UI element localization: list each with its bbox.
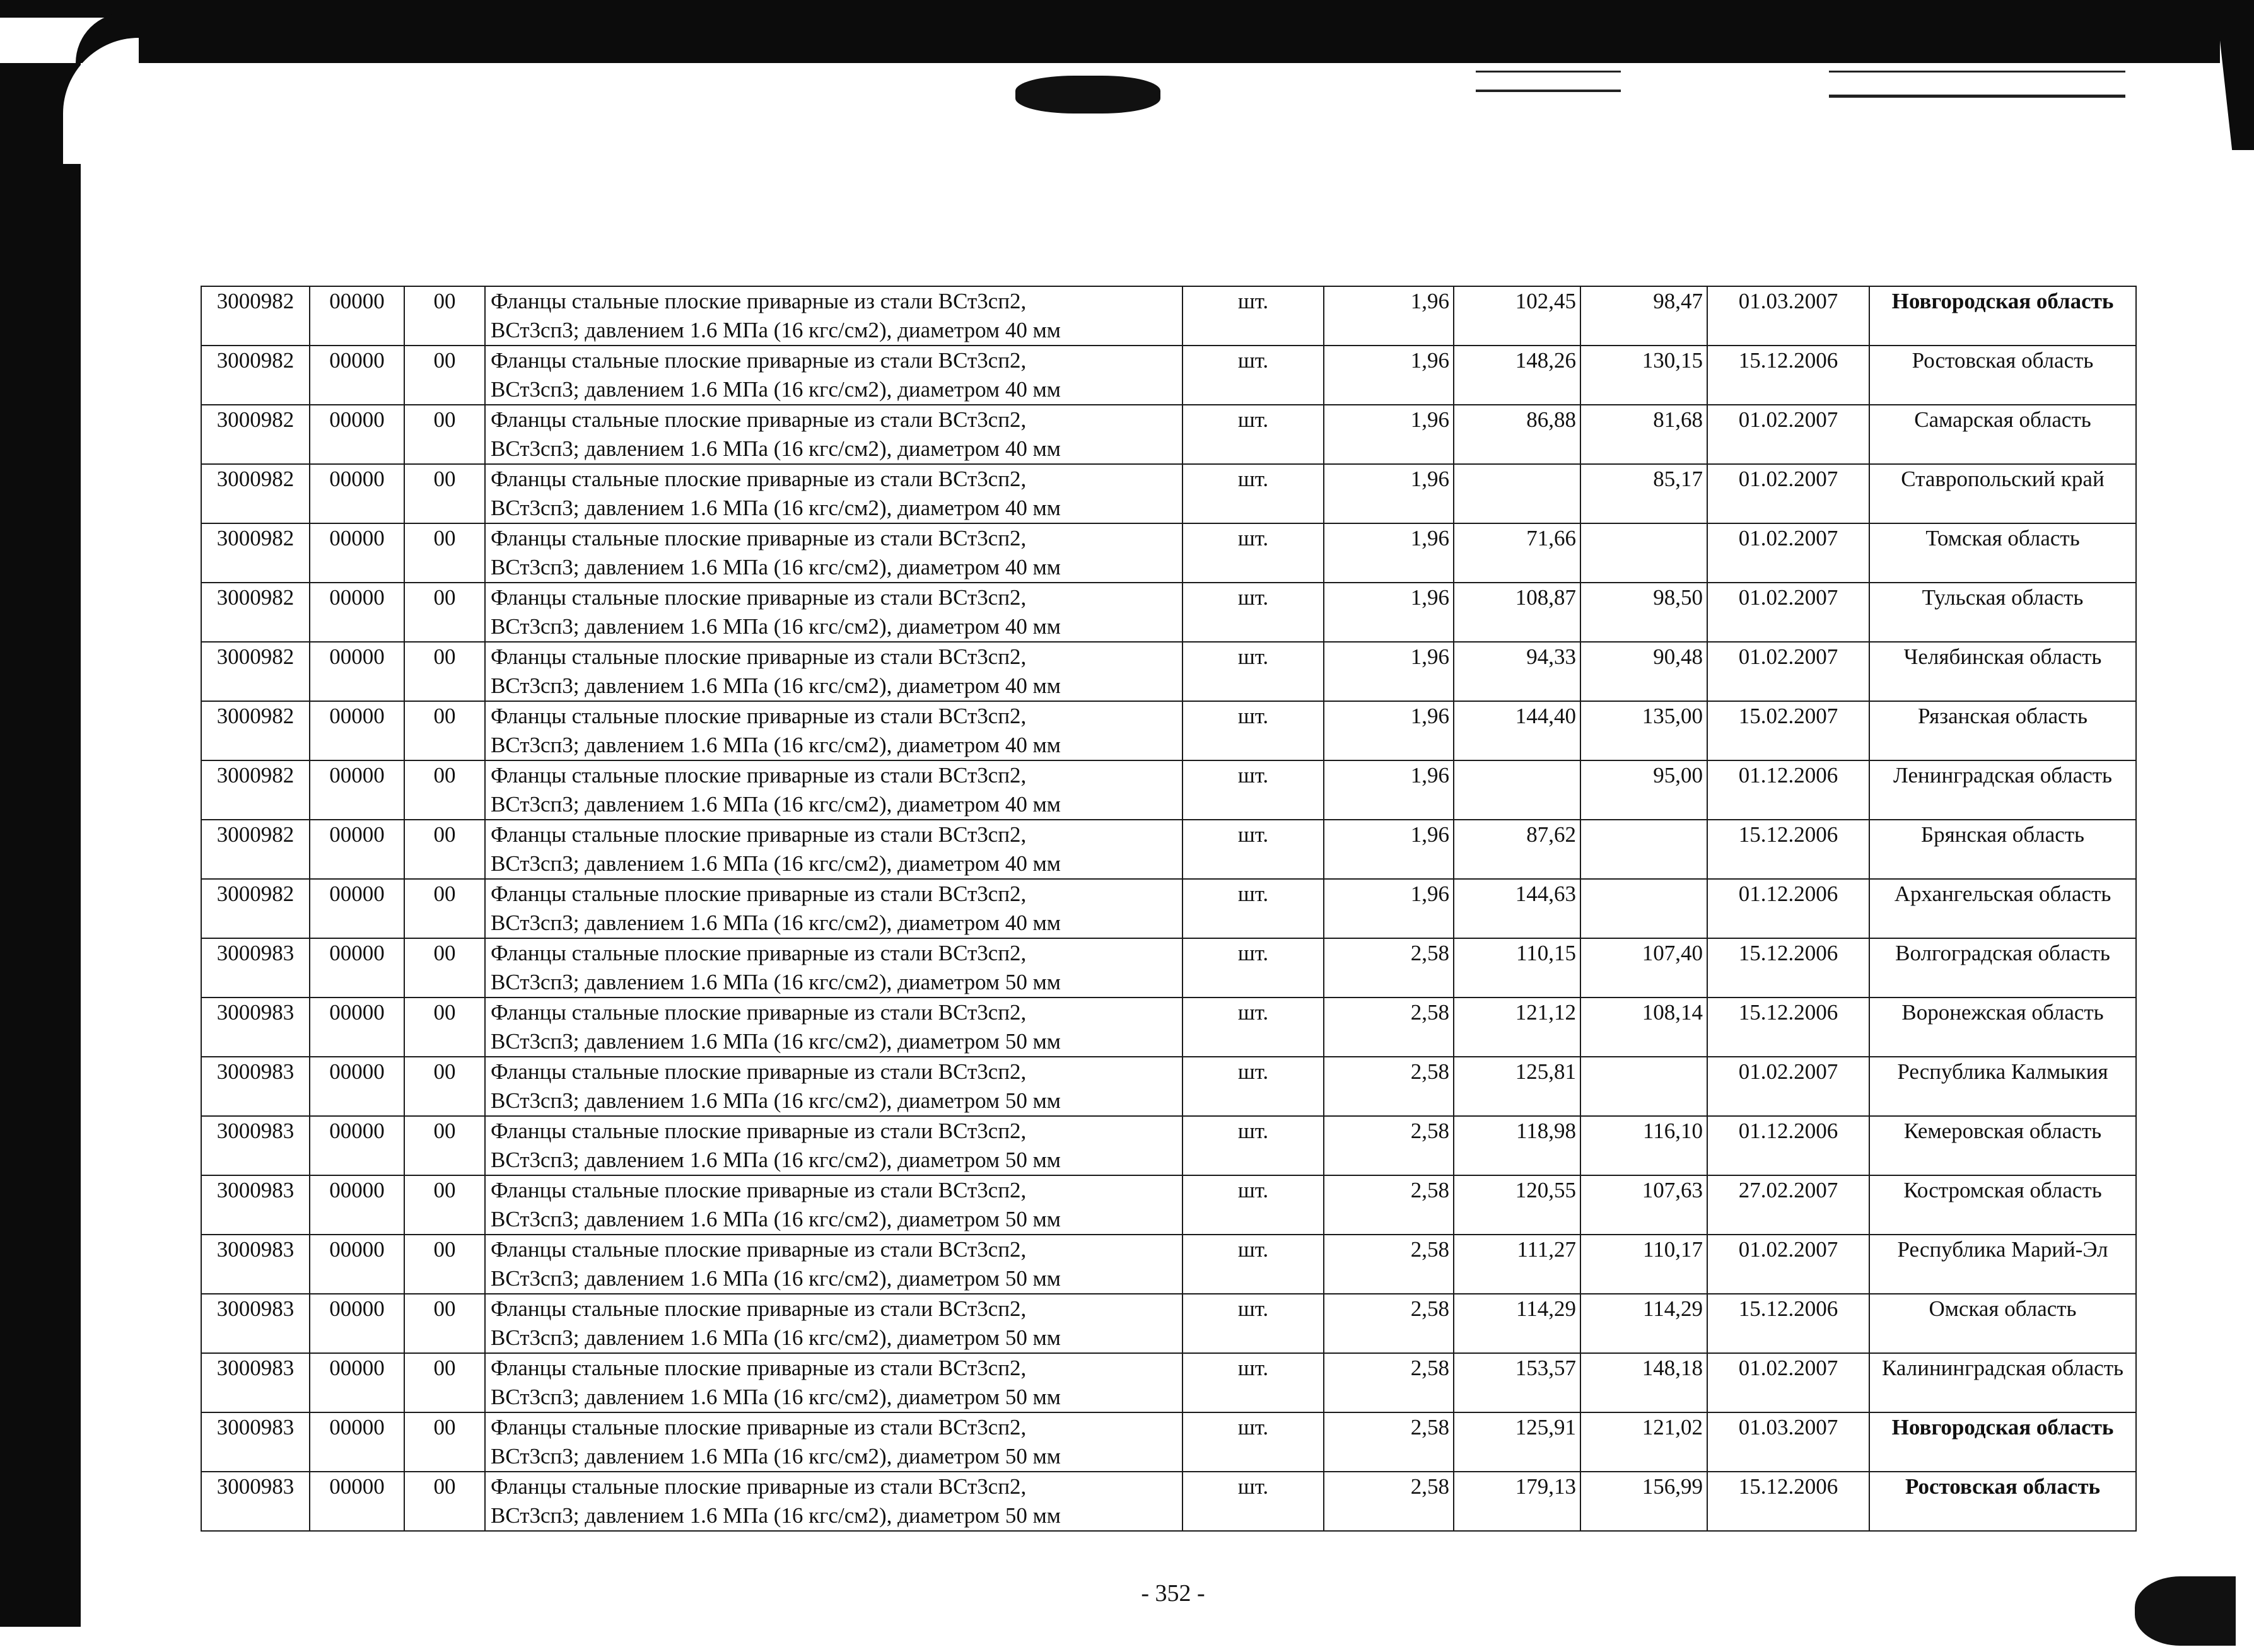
unit-cell: шт. xyxy=(1182,583,1324,642)
item-version-cell: 00 xyxy=(404,1294,485,1353)
table-row xyxy=(201,523,2136,583)
item-version-cell: 00 xyxy=(404,1353,485,1412)
item-subcode-cell: 00000 xyxy=(310,1057,404,1116)
date-cell: 01.12.2006 xyxy=(1707,760,1869,820)
table-row xyxy=(201,820,2136,879)
price-cell xyxy=(1580,879,1707,938)
weight-cell: 2,58 xyxy=(1324,938,1454,998)
region-cell: Республика Калмыкия xyxy=(1869,1057,2136,1116)
date-cell: 15.12.2006 xyxy=(1707,820,1869,879)
table-row xyxy=(201,701,2136,760)
redaction-blot xyxy=(1015,76,1160,113)
region-cell: Костромская область xyxy=(1869,1175,2136,1235)
description-line: ВСт3сп3; давлением 1.6 МПа (16 кгс/см2), диаметром 50 мм xyxy=(491,1266,1061,1291)
price-cell: 156,99 xyxy=(1580,1472,1707,1531)
price-cell xyxy=(1580,1057,1707,1116)
item-version-cell: 00 xyxy=(404,820,485,879)
region-cell: Омская область xyxy=(1869,1294,2136,1353)
description-line: ВСт3сп3; давлением 1.6 МПа (16 кгс/см2), диаметром 40 мм xyxy=(491,436,1061,461)
weight-cell: 1,96 xyxy=(1324,405,1454,464)
item-version-cell: 00 xyxy=(404,346,485,405)
table-row xyxy=(201,1057,2136,1116)
weight-cell: 2,58 xyxy=(1324,1472,1454,1531)
date-cell: 01.02.2007 xyxy=(1707,523,1869,583)
price-cell: 121,12 xyxy=(1454,998,1580,1057)
item-description-cell xyxy=(485,1175,1182,1235)
item-subcode-cell: 00000 xyxy=(310,760,404,820)
date-cell: 01.02.2007 xyxy=(1707,642,1869,701)
item-description-cell xyxy=(485,523,1182,583)
item-description-cell xyxy=(485,879,1182,938)
price-cell: 81,68 xyxy=(1580,405,1707,464)
item-code-cell: 3000982 xyxy=(201,760,310,820)
description-line: ВСт3сп3; давлением 1.6 МПа (16 кгс/см2), диаметром 50 мм xyxy=(491,1385,1061,1409)
item-code-cell: 3000982 xyxy=(201,346,310,405)
table-row xyxy=(201,464,2136,523)
date-cell: 15.12.2006 xyxy=(1707,346,1869,405)
table-row xyxy=(201,1175,2136,1235)
description-line: ВСт3сп3; давлением 1.6 МПа (16 кгс/см2), диаметром 50 мм xyxy=(491,970,1061,994)
weight-cell: 2,58 xyxy=(1324,1353,1454,1412)
description-line: Фланцы стальные плоские приварные из стали ВСт3сп2, xyxy=(491,941,1027,965)
unit-cell: шт. xyxy=(1182,642,1324,701)
price-cell: 135,00 xyxy=(1580,701,1707,760)
scan-border-top-curve xyxy=(76,13,2220,63)
description-line: ВСт3сп3; давлением 1.6 МПа (16 кгс/см2), диаметром 40 мм xyxy=(491,792,1061,817)
item-code-cell: 3000983 xyxy=(201,1353,310,1412)
price-cell: 125,91 xyxy=(1454,1412,1580,1472)
price-cell: 107,63 xyxy=(1580,1175,1707,1235)
unit-cell: шт. xyxy=(1182,998,1324,1057)
price-cell: 120,55 xyxy=(1454,1175,1580,1235)
price-cell: 110,15 xyxy=(1454,938,1580,998)
region-cell: Ростовская область xyxy=(1869,346,2136,405)
item-subcode-cell: 00000 xyxy=(310,701,404,760)
price-cell: 71,66 xyxy=(1454,523,1580,583)
region-cell: Кемеровская область xyxy=(1869,1116,2136,1175)
item-description-cell xyxy=(485,760,1182,820)
item-subcode-cell: 00000 xyxy=(310,1175,404,1235)
description-line: ВСт3сп3; давлением 1.6 МПа (16 кгс/см2), диаметром 40 мм xyxy=(491,377,1061,402)
region-cell: Ставропольский край xyxy=(1869,464,2136,523)
region-cell: Новгородская область xyxy=(1869,1412,2136,1472)
weight-cell: 2,58 xyxy=(1324,998,1454,1057)
unit-cell: шт. xyxy=(1182,523,1324,583)
item-description-cell xyxy=(485,938,1182,998)
price-cell: 121,02 xyxy=(1580,1412,1707,1472)
item-version-cell: 00 xyxy=(404,405,485,464)
item-version-cell: 00 xyxy=(404,1116,485,1175)
price-cell: 95,00 xyxy=(1580,760,1707,820)
region-cell: Архангельская область xyxy=(1869,879,2136,938)
unit-cell: шт. xyxy=(1182,286,1324,346)
date-cell: 01.02.2007 xyxy=(1707,1057,1869,1116)
item-code-cell: 3000982 xyxy=(201,286,310,346)
description-line: Фланцы стальные плоские приварные из стали ВСт3сп2, xyxy=(491,585,1027,610)
item-subcode-cell: 00000 xyxy=(310,523,404,583)
date-cell: 15.12.2006 xyxy=(1707,1472,1869,1531)
item-code-cell: 3000983 xyxy=(201,1235,310,1294)
item-code-cell: 3000983 xyxy=(201,1116,310,1175)
item-code-cell: 3000982 xyxy=(201,405,310,464)
price-cell: 114,29 xyxy=(1580,1294,1707,1353)
description-line: ВСт3сп3; давлением 1.6 МПа (16 кгс/см2), диаметром 50 мм xyxy=(491,1325,1061,1350)
item-description-cell xyxy=(485,642,1182,701)
item-description-cell xyxy=(485,1235,1182,1294)
description-line: ВСт3сп3; давлением 1.6 МПа (16 кгс/см2), диаметром 50 мм xyxy=(491,1029,1061,1054)
unit-cell: шт. xyxy=(1182,405,1324,464)
date-cell: 15.12.2006 xyxy=(1707,1294,1869,1353)
price-cell: 148,26 xyxy=(1454,346,1580,405)
price-cell: 179,13 xyxy=(1454,1472,1580,1531)
unit-cell: шт. xyxy=(1182,1412,1324,1472)
item-version-cell: 00 xyxy=(404,523,485,583)
description-line: ВСт3сп3; давлением 1.6 МПа (16 кгс/см2), диаметром 40 мм xyxy=(491,733,1061,757)
item-description-cell xyxy=(485,1294,1182,1353)
region-cell: Томская область xyxy=(1869,523,2136,583)
weight-cell: 2,58 xyxy=(1324,1412,1454,1472)
description-line: Фланцы стальные плоские приварные из стали ВСт3сп2, xyxy=(491,763,1027,788)
item-version-cell: 00 xyxy=(404,1175,485,1235)
corner-blot xyxy=(2135,1576,2236,1646)
item-version-cell: 00 xyxy=(404,938,485,998)
description-line: ВСт3сп3; давлением 1.6 МПа (16 кгс/см2), диаметром 40 мм xyxy=(491,673,1061,698)
item-description-cell xyxy=(485,998,1182,1057)
weight-cell: 2,58 xyxy=(1324,1235,1454,1294)
description-line: ВСт3сп3; давлением 1.6 МПа (16 кгс/см2), диаметром 50 мм xyxy=(491,1207,1061,1231)
table-row xyxy=(201,938,2136,998)
description-line: ВСт3сп3; давлением 1.6 МПа (16 кгс/см2), диаметром 50 мм xyxy=(491,1148,1061,1172)
price-cell: 87,62 xyxy=(1454,820,1580,879)
description-line: Фланцы стальные плоские приварные из стали ВСт3сп2, xyxy=(491,348,1027,373)
price-cell: 85,17 xyxy=(1580,464,1707,523)
description-line: Фланцы стальные плоские приварные из стали ВСт3сп2, xyxy=(491,1415,1027,1440)
table-row xyxy=(201,760,2136,820)
item-subcode-cell: 00000 xyxy=(310,938,404,998)
description-line: ВСт3сп3; давлением 1.6 МПа (16 кгс/см2), диаметром 40 мм xyxy=(491,851,1061,876)
item-version-cell: 00 xyxy=(404,464,485,523)
region-cell: Новгородская область xyxy=(1869,286,2136,346)
price-cell: 144,40 xyxy=(1454,701,1580,760)
item-code-cell: 3000983 xyxy=(201,998,310,1057)
item-description-cell xyxy=(485,1057,1182,1116)
unit-cell: шт. xyxy=(1182,1235,1324,1294)
description-line: ВСт3сп3; давлением 1.6 МПа (16 кгс/см2), диаметром 40 мм xyxy=(491,555,1061,579)
item-subcode-cell: 00000 xyxy=(310,583,404,642)
date-cell: 01.12.2006 xyxy=(1707,879,1869,938)
item-subcode-cell: 00000 xyxy=(310,820,404,879)
item-code-cell: 3000983 xyxy=(201,1472,310,1531)
item-subcode-cell: 00000 xyxy=(310,1353,404,1412)
item-description-cell xyxy=(485,405,1182,464)
item-description-cell xyxy=(485,1116,1182,1175)
table-row xyxy=(201,583,2136,642)
item-version-cell: 00 xyxy=(404,998,485,1057)
unit-cell: шт. xyxy=(1182,701,1324,760)
item-code-cell: 3000983 xyxy=(201,1294,310,1353)
region-cell: Ростовская область xyxy=(1869,1472,2136,1531)
item-subcode-cell: 00000 xyxy=(310,1116,404,1175)
price-cell xyxy=(1454,464,1580,523)
description-line: ВСт3сп3; давлением 1.6 МПа (16 кгс/см2), диаметром 40 мм xyxy=(491,496,1061,520)
item-code-cell: 3000982 xyxy=(201,523,310,583)
weight-cell: 1,96 xyxy=(1324,642,1454,701)
price-cell xyxy=(1580,523,1707,583)
item-version-cell: 00 xyxy=(404,1057,485,1116)
description-line: Фланцы стальные плоские приварные из стали ВСт3сп2, xyxy=(491,822,1027,847)
item-description-cell xyxy=(485,701,1182,760)
weight-cell: 1,96 xyxy=(1324,760,1454,820)
unit-cell: шт. xyxy=(1182,938,1324,998)
item-version-cell: 00 xyxy=(404,1235,485,1294)
table-row xyxy=(201,1235,2136,1294)
item-description-cell xyxy=(485,464,1182,523)
price-cell: 114,29 xyxy=(1454,1294,1580,1353)
table-row xyxy=(201,879,2136,938)
weight-cell: 1,96 xyxy=(1324,701,1454,760)
price-cell: 111,27 xyxy=(1454,1235,1580,1294)
description-line: Фланцы стальные плоские приварные из стали ВСт3сп2, xyxy=(491,289,1027,313)
region-cell: Волгоградская область xyxy=(1869,938,2136,998)
unit-cell: шт. xyxy=(1182,464,1324,523)
date-cell: 01.02.2007 xyxy=(1707,1353,1869,1412)
weight-cell: 2,58 xyxy=(1324,1294,1454,1353)
date-cell: 15.02.2007 xyxy=(1707,701,1869,760)
price-cell: 108,87 xyxy=(1454,583,1580,642)
price-cell: 118,98 xyxy=(1454,1116,1580,1175)
region-cell: Самарская область xyxy=(1869,405,2136,464)
item-subcode-cell: 00000 xyxy=(310,405,404,464)
header-rule-mark xyxy=(1476,71,1621,73)
description-line: Фланцы стальные плоские приварные из стали ВСт3сп2, xyxy=(491,467,1027,491)
table-row xyxy=(201,1116,2136,1175)
description-line: Фланцы стальные плоские приварные из стали ВСт3сп2, xyxy=(491,1119,1027,1143)
region-cell: Рязанская область xyxy=(1869,701,2136,760)
price-cell: 116,10 xyxy=(1580,1116,1707,1175)
description-line: Фланцы стальные плоские приварные из стали ВСт3сп2, xyxy=(491,1000,1027,1025)
description-line: Фланцы стальные плоские приварные из стали ВСт3сп2, xyxy=(491,704,1027,728)
weight-cell: 1,96 xyxy=(1324,286,1454,346)
region-cell: Ленинградская область xyxy=(1869,760,2136,820)
table-row xyxy=(201,405,2136,464)
table-row xyxy=(201,642,2136,701)
scan-border-left xyxy=(0,63,81,1627)
header-rule-mark xyxy=(1476,90,1621,92)
item-code-cell: 3000983 xyxy=(201,1175,310,1235)
price-cell: 98,50 xyxy=(1580,583,1707,642)
description-line: ВСт3сп3; давлением 1.6 МПа (16 кгс/см2), диаметром 50 мм xyxy=(491,1503,1061,1528)
table-row xyxy=(201,286,2136,346)
item-version-cell: 00 xyxy=(404,286,485,346)
date-cell: 15.12.2006 xyxy=(1707,998,1869,1057)
price-cell: 153,57 xyxy=(1454,1353,1580,1412)
item-version-cell: 00 xyxy=(404,760,485,820)
item-description-cell xyxy=(485,346,1182,405)
item-subcode-cell: 00000 xyxy=(310,286,404,346)
weight-cell: 1,96 xyxy=(1324,346,1454,405)
unit-cell: шт. xyxy=(1182,346,1324,405)
item-description-cell xyxy=(485,1412,1182,1472)
item-subcode-cell: 00000 xyxy=(310,642,404,701)
unit-cell: шт. xyxy=(1182,879,1324,938)
page-number: - 352 - xyxy=(1141,1580,1205,1607)
item-version-cell: 00 xyxy=(404,1412,485,1472)
price-cell: 90,48 xyxy=(1580,642,1707,701)
description-line: Фланцы стальные плоские приварные из стали ВСт3сп2, xyxy=(491,1474,1027,1499)
date-cell: 01.02.2007 xyxy=(1707,1235,1869,1294)
description-line: ВСт3сп3; давлением 1.6 МПа (16 кгс/см2), диаметром 40 мм xyxy=(491,910,1061,935)
item-version-cell: 00 xyxy=(404,642,485,701)
region-cell: Брянская область xyxy=(1869,820,2136,879)
item-version-cell: 00 xyxy=(404,583,485,642)
item-version-cell: 00 xyxy=(404,1472,485,1531)
unit-cell: шт. xyxy=(1182,1116,1324,1175)
date-cell: 01.02.2007 xyxy=(1707,405,1869,464)
description-line: Фланцы стальные плоские приварные из стали ВСт3сп2, xyxy=(491,407,1027,432)
unit-cell: шт. xyxy=(1182,820,1324,879)
price-cell xyxy=(1454,760,1580,820)
weight-cell: 2,58 xyxy=(1324,1175,1454,1235)
table-row xyxy=(201,1472,2136,1531)
item-description-cell xyxy=(485,583,1182,642)
weight-cell: 1,96 xyxy=(1324,820,1454,879)
item-description-cell xyxy=(485,820,1182,879)
region-cell: Калининградская область xyxy=(1869,1353,2136,1412)
weight-cell: 2,58 xyxy=(1324,1116,1454,1175)
scan-border-right xyxy=(2217,18,2254,150)
item-description-cell xyxy=(485,1472,1182,1531)
item-subcode-cell: 00000 xyxy=(310,1294,404,1353)
item-code-cell: 3000983 xyxy=(201,1057,310,1116)
date-cell: 15.12.2006 xyxy=(1707,938,1869,998)
price-cell: 94,33 xyxy=(1454,642,1580,701)
item-description-cell xyxy=(485,1353,1182,1412)
table-row xyxy=(201,1412,2136,1472)
region-cell: Тульская область xyxy=(1869,583,2136,642)
item-subcode-cell: 00000 xyxy=(310,1472,404,1531)
description-line: ВСт3сп3; давлением 1.6 МПа (16 кгс/см2), диаметром 40 мм xyxy=(491,318,1061,342)
date-cell: 01.03.2007 xyxy=(1707,286,1869,346)
item-code-cell: 3000982 xyxy=(201,464,310,523)
item-code-cell: 3000983 xyxy=(201,938,310,998)
price-cell: 86,88 xyxy=(1454,405,1580,464)
item-description-cell xyxy=(485,286,1182,346)
table-row xyxy=(201,346,2136,405)
weight-cell: 2,58 xyxy=(1324,1057,1454,1116)
item-version-cell: 00 xyxy=(404,701,485,760)
description-line: Фланцы стальные плоские приварные из стали ВСт3сп2, xyxy=(491,1237,1027,1262)
item-subcode-cell: 00000 xyxy=(310,998,404,1057)
description-line: Фланцы стальные плоские приварные из стали ВСт3сп2, xyxy=(491,881,1027,906)
description-line: ВСт3сп3; давлением 1.6 МПа (16 кгс/см2), диаметром 50 мм xyxy=(491,1444,1061,1469)
description-line: Фланцы стальные плоские приварные из стали ВСт3сп2, xyxy=(491,644,1027,669)
price-cell: 107,40 xyxy=(1580,938,1707,998)
price-cell: 102,45 xyxy=(1454,286,1580,346)
description-line: ВСт3сп3; давлением 1.6 МПа (16 кгс/см2), диаметром 40 мм xyxy=(491,614,1061,639)
date-cell: 01.03.2007 xyxy=(1707,1412,1869,1472)
unit-cell: шт. xyxy=(1182,1353,1324,1412)
description-line: Фланцы стальные плоские приварные из стали ВСт3сп2, xyxy=(491,1178,1027,1202)
region-cell: Челябинская область xyxy=(1869,642,2136,701)
unit-cell: шт. xyxy=(1182,1472,1324,1531)
weight-cell: 1,96 xyxy=(1324,879,1454,938)
date-cell: 27.02.2007 xyxy=(1707,1175,1869,1235)
price-cell: 125,81 xyxy=(1454,1057,1580,1116)
table-row xyxy=(201,1353,2136,1412)
price-cell: 148,18 xyxy=(1580,1353,1707,1412)
item-version-cell: 00 xyxy=(404,879,485,938)
region-cell: Республика Марий-Эл xyxy=(1869,1235,2136,1294)
weight-cell: 1,96 xyxy=(1324,464,1454,523)
date-cell: 01.02.2007 xyxy=(1707,464,1869,523)
weight-cell: 1,96 xyxy=(1324,583,1454,642)
unit-cell: шт. xyxy=(1182,1175,1324,1235)
item-subcode-cell: 00000 xyxy=(310,1235,404,1294)
item-subcode-cell: 00000 xyxy=(310,346,404,405)
description-line: ВСт3сп3; давлением 1.6 МПа (16 кгс/см2), диаметром 50 мм xyxy=(491,1088,1061,1113)
item-code-cell: 3000982 xyxy=(201,642,310,701)
item-subcode-cell: 00000 xyxy=(310,1412,404,1472)
region-cell: Воронежская область xyxy=(1869,998,2136,1057)
price-cell: 108,14 xyxy=(1580,998,1707,1057)
item-code-cell: 3000983 xyxy=(201,1412,310,1472)
price-table xyxy=(201,286,2137,1532)
price-cell: 110,17 xyxy=(1580,1235,1707,1294)
description-line: Фланцы стальные плоские приварные из стали ВСт3сп2, xyxy=(491,1296,1027,1321)
unit-cell: шт. xyxy=(1182,760,1324,820)
item-subcode-cell: 00000 xyxy=(310,464,404,523)
unit-cell: шт. xyxy=(1182,1057,1324,1116)
description-line: Фланцы стальные плоские приварные из стали ВСт3сп2, xyxy=(491,526,1027,550)
scan-border-left-curve xyxy=(63,38,139,164)
unit-cell: шт. xyxy=(1182,1294,1324,1353)
date-cell: 01.12.2006 xyxy=(1707,1116,1869,1175)
header-rule-mark xyxy=(1829,95,2125,98)
price-cell xyxy=(1580,820,1707,879)
item-code-cell: 3000982 xyxy=(201,879,310,938)
price-cell: 144,63 xyxy=(1454,879,1580,938)
item-code-cell: 3000982 xyxy=(201,583,310,642)
price-cell: 98,47 xyxy=(1580,286,1707,346)
price-cell: 130,15 xyxy=(1580,346,1707,405)
item-code-cell: 3000982 xyxy=(201,820,310,879)
item-subcode-cell: 00000 xyxy=(310,879,404,938)
description-line: Фланцы стальные плоские приварные из стали ВСт3сп2, xyxy=(491,1356,1027,1380)
date-cell: 01.02.2007 xyxy=(1707,583,1869,642)
table-row xyxy=(201,1294,2136,1353)
weight-cell: 1,96 xyxy=(1324,523,1454,583)
header-rule-mark xyxy=(1829,71,2125,73)
description-line: Фланцы стальные плоские приварные из стали ВСт3сп2, xyxy=(491,1059,1027,1084)
item-code-cell: 3000982 xyxy=(201,701,310,760)
table-row xyxy=(201,998,2136,1057)
